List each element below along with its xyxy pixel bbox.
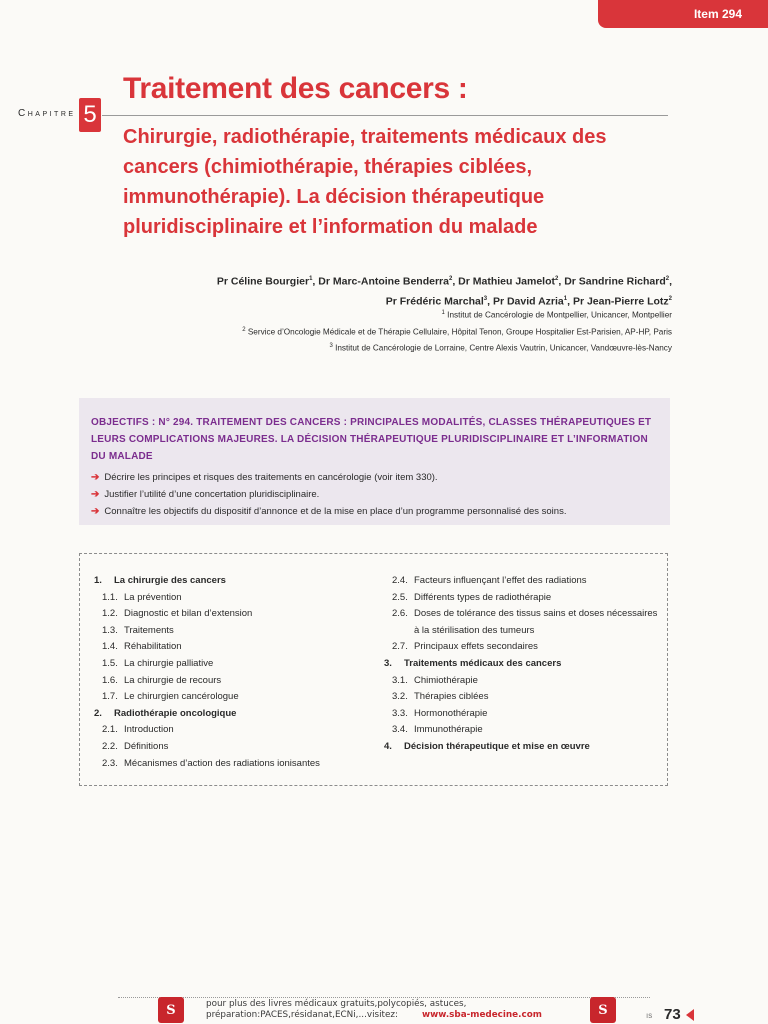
toc-number: 3. <box>384 657 392 669</box>
objectifs-list <box>91 469 658 520</box>
toc-number: 2.1. <box>102 724 118 736</box>
toc-number: 1.3. <box>102 624 118 636</box>
chapter-number: 5 <box>79 98 101 132</box>
toc-text: Différents types de radiothérapie <box>414 591 552 603</box>
toc-number: 1.1. <box>102 591 118 603</box>
toc-entry[interactable] <box>384 706 659 723</box>
toc-text: Le chirurgien cancérologue <box>124 691 239 703</box>
toc-entry[interactable] <box>384 739 659 756</box>
toc-number: 4. <box>384 740 392 752</box>
toc-number: 3.1. <box>392 674 408 686</box>
toc-entry[interactable] <box>94 623 384 640</box>
objectifs-title: OBJECTIFS : N° 294. TRAITEMENT DES CANCERS : PRINCIPALES MODALITÉS, CLASSES THÉRAPEUTIQUES ET LEURS COMPLICATIONS MAJEURES. LA DÉCISION THÉRAPEUTIQUE PLURIDISCIPLINAIRE ET L’INFORMATION DU MALADE <box>91 417 652 462</box>
toc-number: 3.2. <box>392 691 408 703</box>
objectifs-box <box>79 398 670 525</box>
objectif-item <box>91 469 658 486</box>
toc-number: 1.5. <box>102 657 118 669</box>
page-title: Traitement des cancers : <box>123 72 468 105</box>
toc-number: 3.4. <box>392 724 408 736</box>
affiliation-sup: 1 <box>441 310 445 316</box>
author-sup: 2 <box>668 295 672 302</box>
toc-number: 2.2. <box>102 740 118 752</box>
objectif-text: Décrire les principes et risques des traitements en cancérologie (voir item 330). <box>104 472 438 483</box>
arrow-right-icon: ➔ <box>91 472 100 483</box>
affiliation-text: Institut de Cancérologie de Lorraine, Centre Alexis Vautrin, Unicancer, Vandœuvre-lès-Nancy <box>335 344 672 354</box>
toc-number: 2.4. <box>392 575 408 586</box>
author-name: Dr Sandrine Richard <box>564 275 666 288</box>
footer-line-2: préparation:PACES,résidanat,ECNi,...visitez: <box>206 1009 398 1020</box>
toc-text: La prévention <box>124 591 182 603</box>
author-name: Dr Marc-Antoine Benderra <box>318 275 449 288</box>
author-sup: 2 <box>665 276 670 282</box>
toc-entry[interactable] <box>384 689 659 706</box>
author-name: Pr Jean-Pierre Lotz <box>572 295 669 307</box>
toc-entry[interactable] <box>384 639 659 656</box>
arrow-right-icon: ➔ <box>91 506 100 517</box>
toc-entry[interactable] <box>384 606 659 639</box>
author-sep: , <box>567 295 573 307</box>
arrow-left-icon <box>686 1009 694 1021</box>
table-of-contents <box>79 553 668 786</box>
author-sep: , <box>558 275 565 288</box>
toc-text: Chimiothérapie <box>414 674 478 686</box>
author-sep: , <box>487 295 493 307</box>
toc-entry[interactable] <box>384 722 659 739</box>
toc-text: Immunothérapie <box>414 724 483 736</box>
toc-number: 1.7. <box>102 691 118 703</box>
title-divider <box>102 115 668 116</box>
toc-text: La chirurgie palliative <box>124 657 214 669</box>
toc-entry[interactable] <box>94 573 384 590</box>
affiliation-text: Institut de Cancérologie de Montpellier, Unicancer, Montpellier <box>447 310 672 320</box>
footer-line-1: pour plus des livres médicaux gratuits,polycopiés, astuces, <box>206 999 467 1009</box>
toc-entry[interactable] <box>94 756 384 773</box>
footer-website-link[interactable]: www.sba-medecine.com <box>422 1010 542 1020</box>
toc-text: Principaux effets secondaires <box>414 641 538 653</box>
toc-entry[interactable] <box>94 639 384 656</box>
author-sup: 1 <box>563 295 568 302</box>
toc-number: 2.3. <box>102 757 118 769</box>
author-sup: 3 <box>483 295 488 302</box>
toc-entry[interactable] <box>384 590 659 607</box>
toc-text: Réhabilitation <box>124 641 182 653</box>
author-sep: , <box>452 275 459 288</box>
arrow-right-icon: ➔ <box>91 489 100 500</box>
site-logo-icon: S <box>590 997 616 1023</box>
author-sup: 1 <box>309 276 313 282</box>
toc-entry[interactable] <box>94 706 384 723</box>
toc-number: 3.3. <box>392 707 408 719</box>
author-name: Pr Frédéric Marchal <box>385 295 484 307</box>
toc-number: 2.6. <box>392 608 408 620</box>
toc-entry[interactable] <box>94 739 384 756</box>
toc-entry[interactable] <box>94 689 384 706</box>
toc-text: Facteurs influençant l’effet des radiations <box>414 575 587 586</box>
toc-number: 1. <box>94 575 102 586</box>
affiliation <box>242 306 672 323</box>
toc-text: Mécanismes d’action des radiations ionisantes <box>124 757 320 769</box>
author-sup: 2 <box>555 276 559 282</box>
toc-text: Radiothérapie oncologique <box>114 707 237 719</box>
toc-number: 1.2. <box>102 608 118 620</box>
toc-entry[interactable] <box>94 590 384 607</box>
toc-number: 1.4. <box>102 641 118 653</box>
toc-text: Diagnostic et bilan d’extension <box>124 608 253 620</box>
site-logo-icon: S <box>158 997 184 1023</box>
toc-number: 2.5. <box>392 591 408 603</box>
objectif-text: Connaître les objectifs du dispositif d’annonce et de la mise en place d’un programme personnalisé des soins. <box>104 506 567 517</box>
toc-entry[interactable] <box>384 573 659 590</box>
objectif-item <box>91 503 658 520</box>
author-sup: 2 <box>448 276 453 282</box>
toc-text: La chirurgie des cancers <box>114 575 226 586</box>
toc-entry[interactable] <box>384 656 659 673</box>
affiliation <box>242 323 672 340</box>
toc-column-right <box>384 573 659 756</box>
toc-entry[interactable] <box>94 722 384 739</box>
toc-text: Thérapies ciblées <box>414 691 489 703</box>
item-label: Item 294 <box>693 7 742 21</box>
toc-text: Introduction <box>124 724 174 736</box>
toc-text: Traitements médicaux des cancers <box>404 657 562 669</box>
page-number: 73 <box>664 1006 681 1023</box>
authors-block <box>217 271 672 310</box>
objectif-text: Justifier l’utilité d’une concertation pluridisciplinaire. <box>104 489 320 500</box>
toc-entry[interactable] <box>94 673 384 690</box>
affiliation-sup: 3 <box>329 343 333 350</box>
toc-text: Doses de tolérance des tissus sains et doses nécessaires à la stérilisation des tumeurs <box>414 608 658 636</box>
toc-text: Hormonothérapie <box>414 707 488 719</box>
item-tab <box>598 0 768 28</box>
toc-column-left <box>94 573 384 772</box>
objectif-item <box>91 486 658 503</box>
page-subtitle: Chirurgie, radiothérapie, traitements médicaux des cancers (chimiothérapie, thérapies ciblées, immunothérapie). La décision thérapeutique pluridisciplinaire et l’information du malade <box>123 126 607 238</box>
toc-number: 1.6. <box>102 674 118 686</box>
footer-divider <box>118 997 650 998</box>
affiliation <box>242 339 672 356</box>
toc-number: 2. <box>94 707 102 719</box>
toc-text: La chirurgie de recours <box>124 674 222 686</box>
author-name: Pr Céline Bourgier <box>216 275 310 288</box>
toc-text: Définitions <box>124 740 169 752</box>
toc-text: Traitements <box>124 624 174 636</box>
author-sep: , <box>312 275 319 288</box>
toc-entry[interactable] <box>94 656 384 673</box>
toc-text: Décision thérapeutique et mise en œuvre <box>404 740 590 752</box>
toc-number: 2.7. <box>392 641 408 653</box>
toc-entry[interactable] <box>384 673 659 690</box>
author-name: Pr David Azria <box>492 295 564 307</box>
author-sep: , <box>669 275 672 288</box>
affiliation-text: Service d’Oncologie Médicale et de Thérapie Cellulaire, Hôpital Tenon, Groupe Hospitalier Est-Parisien, AP-HP, Paris <box>247 327 672 337</box>
authors-line-1 <box>217 271 672 291</box>
author-name: Dr Mathieu Jamelot <box>458 275 556 288</box>
affiliations-block <box>242 306 672 356</box>
footer-fragment: ıs <box>646 1011 653 1020</box>
affiliation-sup: 2 <box>242 326 246 333</box>
toc-entry[interactable] <box>94 606 384 623</box>
chapter-label: Chapitre <box>18 108 76 119</box>
